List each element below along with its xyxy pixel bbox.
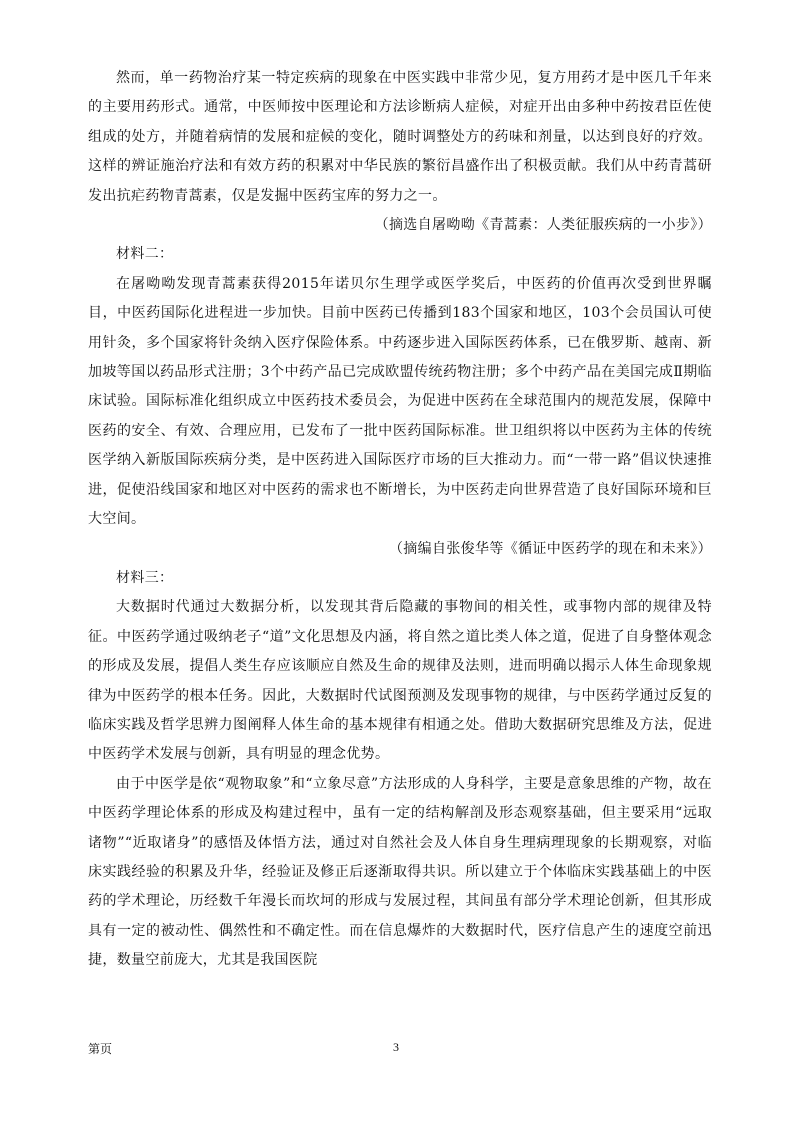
material-2-heading: 材料二： — [116, 246, 174, 263]
paragraph-3-1: 大数据时代通过大数据分析，以发现其背后隐藏的事物间的相关性，或事物内部的规律及特征。中医药学通过吸纳老子“道”文化思想及内涵，将自然之道比类人体之道，促进了自身整体观念的形成及发展，提倡人类生存应该顺应自然及生命的规律及法则，进而明确以揭示人体生命现象规律为中医药学的根本任务。因此，大数据时代试图预测及发现事物的规律，与中医药学通过反复的临床实践及哲学思辨力图阐释人体生命的基本规律有相通之处。借助大数据研究思维及方法，促进中医药学术发展与创新，具有明显的理念优势。 — [88, 599, 712, 763]
footer-page-number: 3 — [393, 1040, 399, 1054]
source-citation-2: （摘编自张俊华等《循证中医药学的现在和未来》） — [388, 540, 712, 557]
paragraph-2-1: 在屠呦呦发现青蒿素获得2015年诺贝尔生理学或医学奖后，中医药的价值再次受到世界瞩目，中医药国际化进程进一步加快。目前中医药已传播到183个国家和地区，103个会员国认可使用针灸，多个国家将针灸纳入医疗保险体系。中药逐步进入国际医药体系，已在俄罗斯、越南、新加坡等国以药品形式注册；3个中药产品已完成欧盟传统药物注册；多个中药产品在美国完成Ⅱ期临床试验。国际标准化组织成立中医药技术委员会，为促进中医药在全球范围内的规范发展，保障中医药的安全、有效、合理应用，已发布了一批中医药国际标准。世卫组织将以中医药为主体的传统医学纳入新版国际疾病分类，是中医药进入国际医疗市场的巨大推动力。而“一带一路”倡议快速推进，促使沿线国家和地区对中医药的需求也不断增长，为中医药走向世界营造了良好国际环境和巨大空间。 — [88, 275, 712, 528]
paragraph-1-1: 然而，单一药物治疗某一特定疾病的现象在中医实践中非常少见，复方用药才是中医几千年来的主要用药形式。通常，中医师按中医理论和方法诊断病人症候，对症开出由多种中药按君臣佐使组成的处方，并随着病情的发展和症候的变化，随时调整处方的药味和剂量，以达到良好的疗效。这样的辨证施治疗法和有效方药的积累对中华民族的繁衍昌盛作出了积极贡献。我们从中药青蒿研发出抗疟药物青蒿素，仅是发掘中医药宝库的努力之一。 — [88, 70, 712, 204]
source-citation-1: （摘选自屠呦呦《青蒿素：人类征服疾病的一小步》） — [374, 217, 712, 234]
footer-page-label: 第页 — [88, 1042, 113, 1056]
paragraph-3-2: 由于中医学是依“观物取象”和“立象尽意”方法形成的人身科学，主要是意象思维的产物，故在中医药学理论体系的形成及构建过程中，虽有一定的结构解剖及形态观察基础，但主要采用“远取诸物”“近取诸身”的感悟及体悟方法，通过对自然社会及人体自身生理病理现象的长期观察，对临床实践经验的积累及升华，经验证及修正后逐渐取得共识。所以建立于个体临床实践基础上的中医药的学术理论，历经数千年漫长而坎坷的形成与发展过程，其间虽有部分学术理论创新，但其形成具有一定的被动性、偶然性和不确定性。而在信息爆炸的大数据时代，医疗信息产生的速度空前迅捷，数量空前庞大，尤其是我国医院 — [88, 775, 712, 969]
material-3-heading: 材料三： — [116, 569, 174, 586]
document-body — [88, 64, 712, 976]
